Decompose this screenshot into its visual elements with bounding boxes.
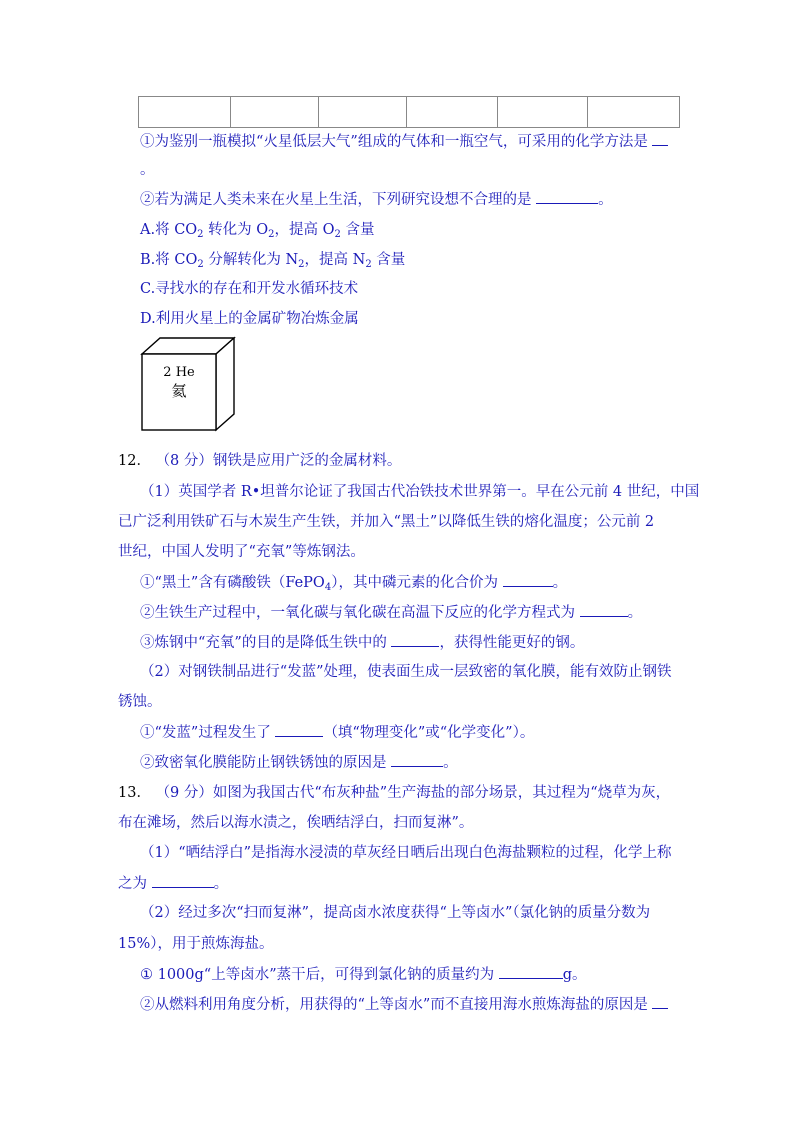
element-symbol: He: [175, 365, 195, 380]
option-text: B.将 CO: [140, 252, 198, 268]
sub-question-text: ），其中磷元素的化合价为: [331, 575, 498, 591]
subscript: 2: [334, 229, 341, 240]
option-text: ，提高 O: [274, 222, 335, 238]
answer-blank[interactable]: [275, 722, 323, 737]
option-text: 分解转化为 N: [203, 252, 299, 268]
sub-question-text: 之为: [118, 876, 147, 892]
subscript: 2: [268, 229, 275, 240]
answer-blank[interactable]: [536, 189, 598, 204]
q12-p2-line1: （2）对钢铁制品进行“发蓝”处理，使表面生成一层致密的氧化膜，能有效防止钢铁: [140, 664, 672, 680]
sub-question-text: ，获得性能更好的钢。: [439, 635, 585, 651]
question-number: 13．: [118, 785, 151, 801]
q13-p2-line2: 15%），用于煎炼海盐。: [118, 936, 274, 952]
sub-question-text: ③炼钢中“充氧”的目的是降低生铁中的: [140, 635, 387, 651]
answer-blank[interactable]: [652, 131, 668, 146]
q11-sub1: [140, 131, 668, 152]
sub-question-text: ②从燃料利用角度分析，用获得的“上等卤水”而不直接用海水煎炼海盐的原因是: [140, 997, 648, 1013]
subscript: 2: [365, 259, 372, 270]
option-text: ，提高 N: [304, 252, 366, 268]
q11-option-b[interactable]: [140, 250, 405, 270]
answer-blank[interactable]: [152, 873, 214, 888]
sub-question-end: g。: [562, 967, 587, 983]
sub-question-end: 。: [443, 755, 458, 771]
sub-question-text: ① 1000g“上等卤水”蒸干后，可得到氯化钠的质量约为: [140, 967, 495, 983]
sub-question-end: 。: [213, 876, 229, 892]
element-number-symbol: [148, 364, 210, 382]
table-row: [139, 97, 680, 128]
sub-question-text: （填“物理变化”或“化学变化”）。: [323, 725, 535, 741]
q11-option-d[interactable]: D.利用火星上的金属矿物冶炼金属: [140, 311, 359, 327]
sub-question-text: ②致密氧化膜能防止钢铁锈蚀的原因是: [140, 755, 387, 771]
subscript: 2: [197, 259, 204, 270]
q11-sub2-text: ②若为满足人类未来在火星上生活，下列研究设想不合理的是: [140, 192, 532, 208]
subscript: 2: [197, 229, 204, 240]
element-label: [148, 364, 210, 400]
q12-sub5: [140, 752, 458, 773]
q12-sub2: [140, 602, 642, 623]
question-header: （8 分）钢铁是应用广泛的金属材料。: [155, 453, 402, 469]
q12-p1-line1: （1）英国学者 R•坦普尔论证了我国古代冶铁技术世界第一。早在公元前 4 世纪，中国: [140, 484, 700, 500]
answer-blank[interactable]: [391, 752, 443, 767]
q12-p1-line2: 已广泛利用铁矿石与木炭生产生铁，并加入“黑土”以降低生铁的熔化温度；公元前 2: [118, 514, 655, 530]
q13-header-line2: 布在滩场，然后以海水渍之，俟晒结浮白，扫而复淋”。: [118, 815, 474, 831]
q11-option-c[interactable]: C.寻找水的存在和开发水循环技术: [140, 281, 359, 297]
table-cell: [587, 97, 679, 128]
q11-option-a[interactable]: [140, 220, 375, 240]
table-cell: [497, 97, 587, 128]
table-cell: [319, 97, 407, 128]
answer-blank[interactable]: [391, 632, 439, 647]
q13-p2-line1: （2）经过多次“扫而复淋”，提高卤水浓度获得“上等卤水”（氯化钠的质量分数为: [140, 905, 651, 921]
q13-p1-line2: [118, 873, 228, 894]
q12-p1-line3: 世纪，中国人发明了“充氧”等炼钢法。: [118, 544, 365, 560]
q11-sub2-end: 。: [598, 192, 613, 208]
cube-side-face: [216, 338, 234, 430]
atomic-number: 2: [163, 365, 172, 380]
q12-sub3: [140, 632, 584, 653]
subscript: 4: [324, 582, 332, 593]
question-number: 12．: [118, 453, 151, 469]
q13-header-line1: [118, 783, 670, 803]
q12-p2-line2: 锈蚀。: [118, 694, 162, 710]
answer-blank[interactable]: [580, 602, 628, 617]
sub-question-text: ②生铁生产过程中，一氧化碳与氧化碳在高温下反应的化学方程式为: [140, 605, 575, 621]
q13-sub2: [140, 994, 668, 1015]
q12-header: [118, 451, 401, 471]
table-cell: [231, 97, 319, 128]
q11-sub1-text: ①为鉴别一瓶模拟“火星低层大气”组成的气体和一瓶空气，可采用的化学方法是: [140, 134, 648, 150]
q12-sub1: [140, 572, 567, 593]
q11-sub2: [140, 189, 613, 210]
question-header: （9 分）如图为我国古代“布灰种盐”生产海盐的部分场景，其过程为“烧草为灰，: [155, 785, 671, 801]
answer-blank[interactable]: [652, 994, 668, 1009]
option-text: 含量: [340, 222, 375, 238]
q12-sub4: [140, 722, 534, 743]
table-cell: [139, 97, 231, 128]
answer-blank[interactable]: [503, 572, 553, 587]
option-text: A.将 CO: [140, 222, 198, 238]
sub-question-end: 。: [552, 575, 568, 591]
sub-question-text: ①“发蓝”过程发生了: [140, 725, 271, 741]
sub-question-end: 。: [627, 605, 643, 621]
sub-question-text: ①“黑土”含有磷酸铁（FePO: [140, 575, 325, 591]
option-text: 转化为 O: [203, 222, 269, 238]
table-cell: [407, 97, 497, 128]
option-text: 含量: [371, 252, 406, 268]
answer-blank[interactable]: [499, 964, 563, 979]
data-table-fragment: [138, 96, 680, 128]
q13-p1-line1: （1）“晒结浮白”是指海水浸渍的草灰经日晒后出现白色海盐颗粒的过程，化学上称: [140, 845, 672, 861]
element-name: 氦: [171, 382, 187, 400]
subscript: 2: [298, 259, 305, 270]
q13-sub1: [140, 964, 587, 985]
q11-sub1-end: 。: [140, 162, 155, 178]
